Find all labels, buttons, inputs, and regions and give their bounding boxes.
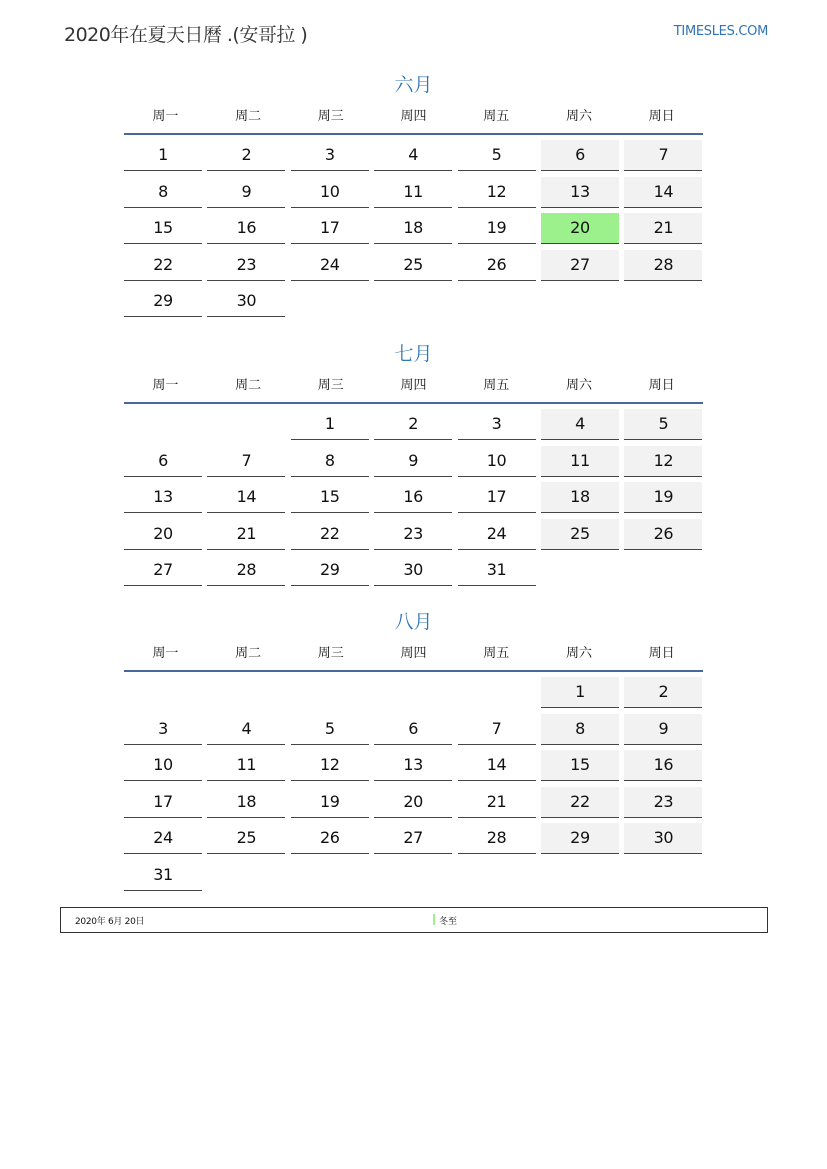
day-cell[interactable]: 22 — [124, 250, 202, 281]
day-cell[interactable]: 16 — [374, 482, 452, 513]
day-cell[interactable]: 7 — [458, 714, 536, 745]
weekday-label: 周六 — [565, 378, 592, 393]
day-cell[interactable]: 10 — [458, 446, 536, 477]
day-cell[interactable]: 1 — [291, 409, 369, 440]
day-cell[interactable]: 28 — [207, 555, 285, 586]
day-cell[interactable]: 2 — [624, 677, 702, 708]
day-cell[interactable]: 10 — [291, 177, 369, 208]
day-cell[interactable]: 20 — [374, 787, 452, 818]
month-title: 七月 — [394, 343, 433, 365]
weekday-label: 周四 — [400, 109, 427, 124]
day-cell[interactable]: 8 — [124, 177, 202, 208]
day-cell[interactable]: 7 — [624, 140, 702, 171]
day-cell[interactable]: 12 — [624, 446, 702, 477]
day-cell[interactable]: 19 — [291, 787, 369, 818]
day-cell[interactable]: 21 — [458, 787, 536, 818]
day-cell[interactable]: 4 — [207, 714, 285, 745]
day-cell[interactable]: 17 — [291, 213, 369, 244]
day-cell[interactable]: 12 — [291, 750, 369, 781]
day-cell[interactable]: 23 — [374, 519, 452, 550]
day-cell[interactable]: 24 — [124, 823, 202, 854]
day-cell[interactable]: 1 — [124, 140, 202, 171]
day-cell[interactable]: 3 — [458, 409, 536, 440]
day-cell[interactable]: 27 — [124, 555, 202, 586]
legend-date: 2020年 6月 20日 — [75, 917, 145, 927]
weekday-label: 周五 — [483, 646, 510, 661]
day-cell[interactable]: 11 — [207, 750, 285, 781]
day-cell[interactable]: 4 — [541, 409, 619, 440]
header-rule — [124, 133, 703, 135]
empty-day-cell — [207, 409, 285, 440]
weekday-label: 周三 — [317, 646, 344, 661]
day-cell[interactable]: 9 — [624, 714, 702, 745]
day-cell[interactable]: 23 — [624, 787, 702, 818]
day-cell[interactable]: 13 — [374, 750, 452, 781]
weekday-label: 周一 — [152, 378, 179, 393]
day-cell[interactable]: 14 — [207, 482, 285, 513]
day-cell[interactable]: 28 — [458, 823, 536, 854]
day-cell[interactable]: 29 — [124, 286, 202, 317]
day-cell[interactable]: 9 — [207, 177, 285, 208]
weekday-label: 周日 — [648, 378, 675, 393]
day-cell[interactable]: 20 — [541, 213, 619, 244]
empty-day-cell — [458, 677, 536, 708]
day-cell[interactable]: 26 — [624, 519, 702, 550]
day-cell[interactable]: 13 — [541, 177, 619, 208]
day-cell[interactable]: 25 — [207, 823, 285, 854]
site-link[interactable]: TIMESLES.COM — [673, 24, 768, 39]
empty-day-cell — [291, 677, 369, 708]
weekday-header — [124, 644, 703, 670]
day-cell[interactable]: 11 — [541, 446, 619, 477]
day-cell[interactable]: 11 — [374, 177, 452, 208]
day-cell[interactable]: 6 — [374, 714, 452, 745]
day-cell[interactable]: 7 — [207, 446, 285, 477]
weekday-label: 周四 — [400, 378, 427, 393]
day-cell[interactable]: 26 — [291, 823, 369, 854]
day-cell[interactable]: 25 — [374, 250, 452, 281]
weekday-label: 周三 — [317, 109, 344, 124]
day-cell[interactable]: 22 — [291, 519, 369, 550]
day-cell[interactable]: 2 — [374, 409, 452, 440]
day-cell[interactable]: 5 — [624, 409, 702, 440]
day-cell[interactable]: 25 — [541, 519, 619, 550]
day-cell[interactable]: 5 — [291, 714, 369, 745]
day-cell[interactable]: 8 — [291, 446, 369, 477]
day-cell[interactable]: 12 — [458, 177, 536, 208]
day-cell[interactable]: 22 — [541, 787, 619, 818]
day-cell[interactable]: 28 — [624, 250, 702, 281]
page-title: 2020年在夏天日曆 .(安哥拉 ) — [64, 24, 308, 46]
weekday-label: 周六 — [565, 109, 592, 124]
legend-holiday-name: 冬至 — [439, 917, 458, 927]
holiday-legend — [60, 907, 768, 933]
day-grid — [124, 409, 703, 592]
day-cell[interactable]: 26 — [458, 250, 536, 281]
day-cell[interactable]: 27 — [374, 823, 452, 854]
weekday-label: 周日 — [648, 646, 675, 661]
day-cell[interactable]: 21 — [207, 519, 285, 550]
day-cell[interactable]: 20 — [124, 519, 202, 550]
weekday-label: 周四 — [400, 646, 427, 661]
empty-day-cell — [124, 409, 202, 440]
day-cell[interactable]: 18 — [541, 482, 619, 513]
day-cell[interactable]: 17 — [458, 482, 536, 513]
weekday-label: 周日 — [648, 109, 675, 124]
day-cell[interactable]: 27 — [541, 250, 619, 281]
weekday-label: 周二 — [235, 109, 262, 124]
day-cell[interactable]: 19 — [458, 213, 536, 244]
month-block — [124, 72, 703, 323]
day-cell[interactable]: 18 — [374, 213, 452, 244]
day-cell[interactable]: 8 — [541, 714, 619, 745]
day-cell[interactable]: 30 — [624, 823, 702, 854]
weekday-header — [124, 376, 703, 402]
weekday-label: 周三 — [317, 378, 344, 393]
day-cell[interactable]: 2 — [207, 140, 285, 171]
day-cell[interactable]: 17 — [124, 787, 202, 818]
day-cell[interactable]: 6 — [541, 140, 619, 171]
month-block — [124, 341, 703, 592]
month-title: 六月 — [394, 74, 433, 96]
day-cell[interactable]: 30 — [207, 286, 285, 317]
day-cell[interactable]: 9 — [374, 446, 452, 477]
header-rule — [124, 402, 703, 404]
day-cell[interactable]: 1 — [541, 677, 619, 708]
day-cell[interactable]: 15 — [291, 482, 369, 513]
day-cell[interactable]: 10 — [124, 750, 202, 781]
day-cell[interactable]: 3 — [124, 714, 202, 745]
day-cell[interactable]: 14 — [458, 750, 536, 781]
month-title: 八月 — [394, 611, 433, 633]
weekday-label: 周五 — [483, 378, 510, 393]
day-cell[interactable]: 29 — [541, 823, 619, 854]
day-cell[interactable]: 31 — [458, 555, 536, 586]
day-cell[interactable]: 24 — [291, 250, 369, 281]
day-cell[interactable]: 18 — [207, 787, 285, 818]
weekday-label: 周一 — [152, 109, 179, 124]
day-cell[interactable]: 30 — [374, 555, 452, 586]
day-cell[interactable]: 23 — [207, 250, 285, 281]
day-grid — [124, 677, 703, 897]
weekday-label: 周五 — [483, 109, 510, 124]
day-cell[interactable]: 3 — [291, 140, 369, 171]
day-cell[interactable]: 5 — [458, 140, 536, 171]
day-cell[interactable]: 16 — [624, 750, 702, 781]
empty-day-cell — [124, 677, 202, 708]
day-cell[interactable]: 15 — [124, 213, 202, 244]
legend-color-mark — [433, 914, 435, 925]
month-block — [124, 609, 703, 897]
header-rule — [124, 670, 703, 672]
weekday-label: 周一 — [152, 646, 179, 661]
day-cell[interactable]: 31 — [124, 860, 202, 891]
day-cell[interactable]: 19 — [624, 482, 702, 513]
day-cell[interactable]: 29 — [291, 555, 369, 586]
day-grid — [124, 140, 703, 323]
weekday-label: 周六 — [565, 646, 592, 661]
weekday-header — [124, 107, 703, 133]
day-cell[interactable]: 15 — [541, 750, 619, 781]
day-cell[interactable]: 24 — [458, 519, 536, 550]
weekday-label: 周二 — [235, 378, 262, 393]
weekday-label: 周二 — [235, 646, 262, 661]
empty-day-cell — [374, 677, 452, 708]
empty-day-cell — [207, 677, 285, 708]
day-cell[interactable]: 4 — [374, 140, 452, 171]
day-cell[interactable]: 21 — [624, 213, 702, 244]
day-cell[interactable]: 13 — [124, 482, 202, 513]
day-cell[interactable]: 6 — [124, 446, 202, 477]
day-cell[interactable]: 16 — [207, 213, 285, 244]
day-cell[interactable]: 14 — [624, 177, 702, 208]
